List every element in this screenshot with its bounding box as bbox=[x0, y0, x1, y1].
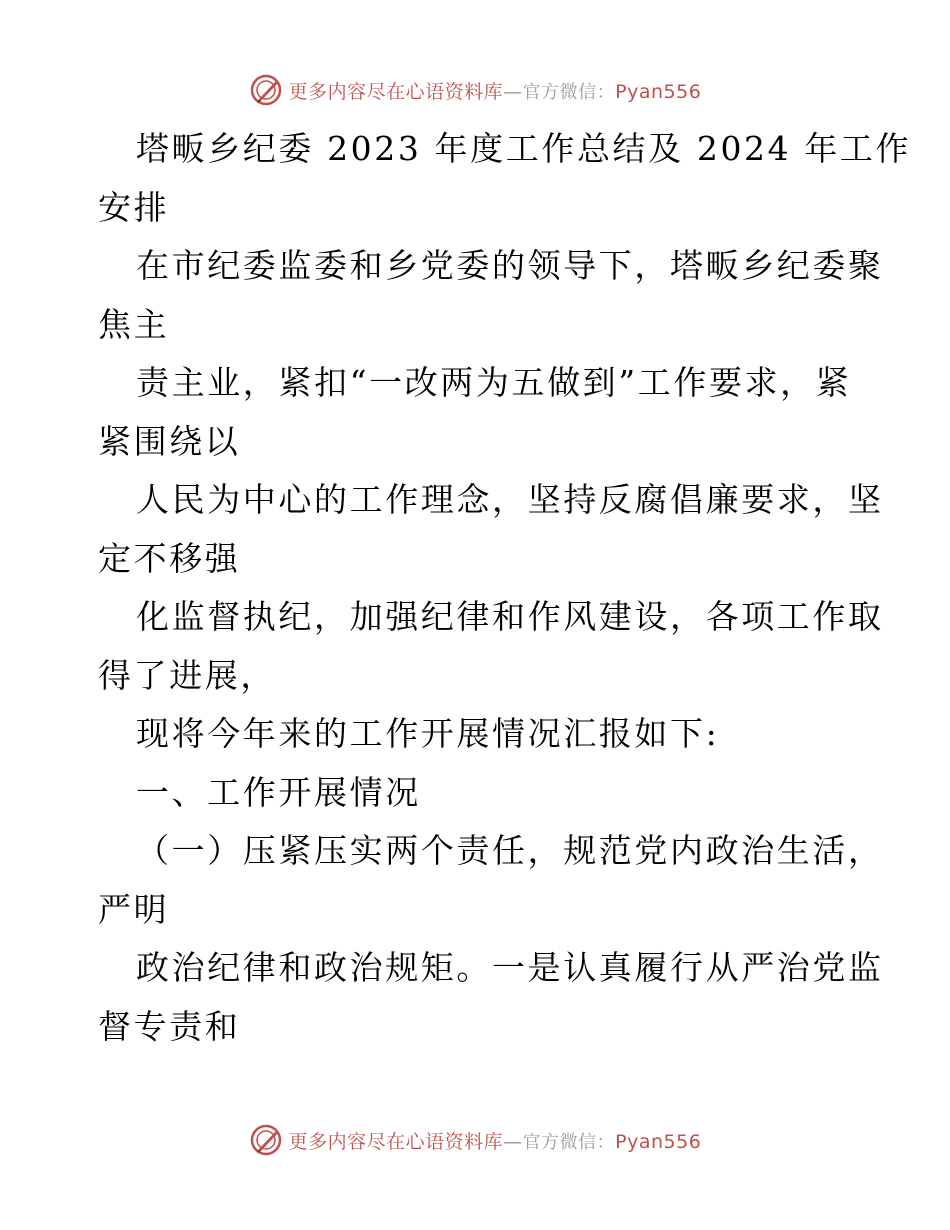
document-title-cont: 安排 bbox=[98, 187, 170, 227]
watermark-wechat-id: Pyan556 bbox=[615, 1130, 702, 1153]
paragraph-line: 人民为中心的工作理念，坚持反腐倡廉要求，坚 bbox=[136, 480, 884, 519]
subsection-heading: （一）压紧压实两个责任，规范党内政治生活， bbox=[136, 831, 884, 870]
watermark-text bbox=[289, 77, 702, 104]
paragraph-line: 化监督执纪，加强纪律和作风建设，各项工作取 bbox=[136, 597, 884, 636]
paragraph-line: 定不移强 bbox=[98, 538, 241, 578]
watermark-main: 更多内容尽在心语资料库 bbox=[288, 1130, 504, 1153]
paragraph-line: 得了进展， bbox=[98, 655, 276, 695]
paragraph-line: 政治纪律和政治规矩。一是认真履行从严治党监 bbox=[136, 948, 884, 987]
paragraph-line: 严明 bbox=[98, 889, 170, 929]
paragraph-line: 在市纪委监委和乡党委的领导下，塔畈乡纪委聚 bbox=[136, 246, 884, 285]
paragraph-line: 督专责和 bbox=[98, 1006, 241, 1046]
watermark-sep: — bbox=[503, 80, 523, 103]
watermark-wechat-id: Pyan556 bbox=[615, 80, 702, 103]
paragraph-line: 现将今年来的工作开展情况汇报如下: bbox=[136, 714, 720, 753]
paragraph-line: 责主业，紧扣“一改两为五做到”工作要求，紧 bbox=[136, 363, 852, 402]
section-heading: 一、工作开展情况 bbox=[136, 772, 421, 812]
watermark-main: 更多内容尽在心语资料库 bbox=[288, 80, 504, 103]
pen-logo-icon bbox=[249, 1123, 283, 1157]
watermark-sep: — bbox=[503, 1130, 523, 1153]
pen-logo-icon bbox=[249, 73, 283, 107]
paragraph-line: 焦主 bbox=[98, 304, 170, 344]
paragraph-line: 紧围绕以 bbox=[98, 421, 241, 461]
document-body bbox=[98, 120, 912, 1056]
watermark-wechat-label: 官方微信： bbox=[522, 1131, 616, 1153]
watermark-wechat-label: 官方微信： bbox=[522, 81, 616, 103]
document-title: 塔畈乡纪委 2023 年度工作总结及 2024 年工作 bbox=[136, 129, 912, 168]
watermark-text bbox=[289, 1127, 702, 1154]
header-watermark bbox=[0, 70, 950, 110]
footer-watermark bbox=[0, 1120, 950, 1160]
